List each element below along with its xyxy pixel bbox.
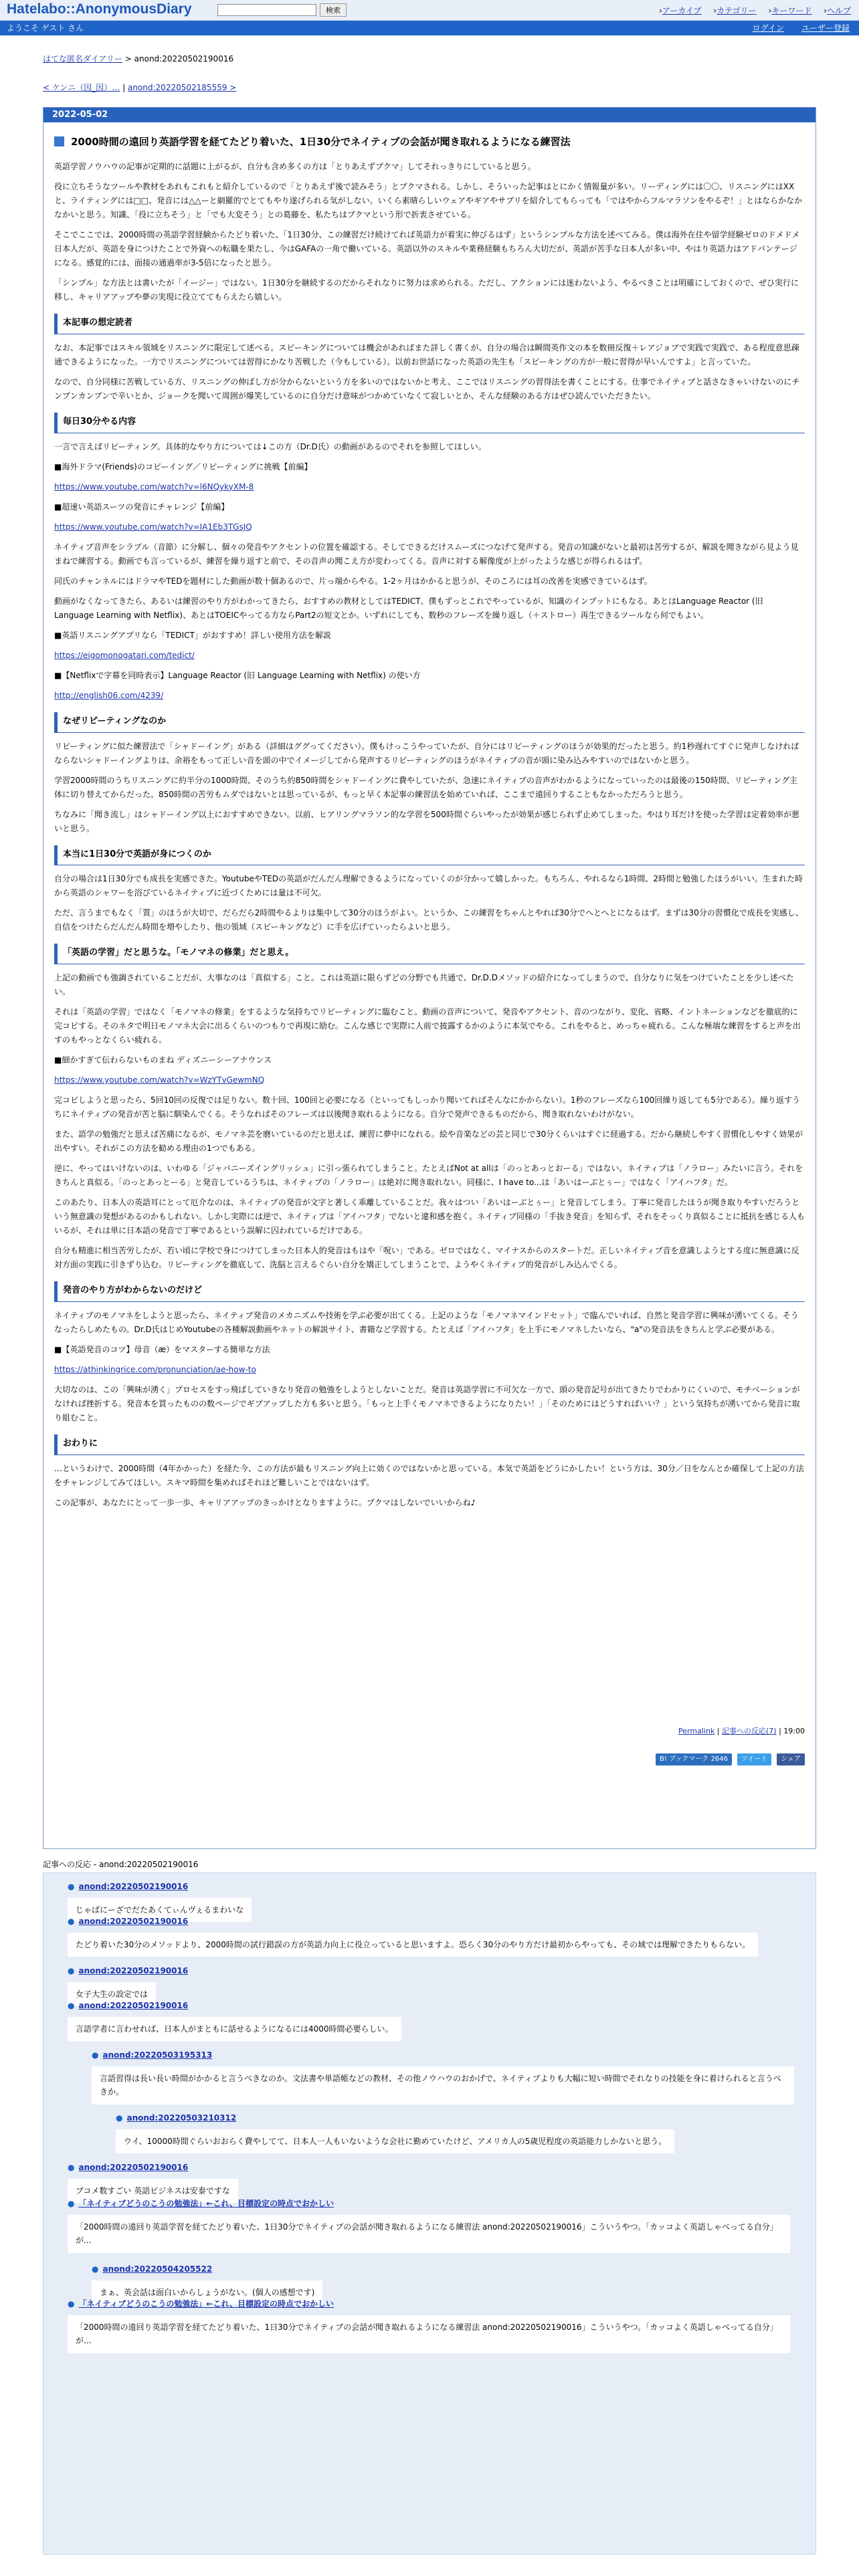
greeting: ようこそ ゲスト さん	[7, 23, 84, 33]
external-link[interactable]: http://english06.com/4239/	[54, 690, 164, 700]
link-paragraph	[54, 649, 805, 663]
paragraph: 大切なのは、この「興味が湧く」プロセスをすっ飛ばしていきなり発音の勉強をしようとしないことだ。発音は英語学習に不可欠な一方で、頭の発音記号が出てきたりでわかりにくいので、モチベーションがなければ挫折する。発音本を買ったものの数ページでギブアップした方も多いと思う。「もっと上手くモノマネできるようになりたい！」「そのためにはどうすればいい？」という気持ちが湧いてから発音に取り組むこと。	[54, 1384, 800, 1422]
section-heading: 毎日30分やる内容	[54, 413, 805, 433]
reaction-excerpt: 言語習得は長い長い時間がかかると言うべきなのか。文法書や単語帳などの教材、その他ノウハウのおかげで、ネイティブよりも大幅に短い時間でそれなりの技能を身に着けられると言うべきか。	[92, 2066, 794, 2105]
reaction-link[interactable]: anond:20220502190016	[78, 1882, 189, 1891]
refs-header: 記事への反応 - anond:20220502190016	[43, 1860, 199, 1869]
reaction-link[interactable]: anond:20220504205522	[102, 2264, 213, 2274]
paragraph: リピーティングに似た練習法で「シャドーイング」がある（詳細はググってください）。僕もけっこうやっていたが、自分にはリピーティングのほうが効果的だったと思う。約1秒遅れてすぐに発声しなければならないシャドーイングよりは、余裕をもって正しい音を頭の中でイメージしてから発声するリピーティングのほうがネイティブの音が頭に染み込みやすいのではないかと思う。	[54, 741, 799, 765]
paragraph: 上記の動画でも強調されていることだが、大事なのは「真似する」こと。これは英語に限らずどの分野でも共通で、Dr.D.Dメソッドの紹介になってしまうので、自分なりに気をつけていたことを少し述べたい。	[54, 973, 794, 996]
reaction-excerpt: まぁ、英会話は面白いからしょうがない。(個人の感想です)	[92, 2280, 322, 2304]
reaction-excerpt: ブコメ数すごい 英語ビジネスは安泰ですな	[68, 2179, 238, 2203]
reaction-excerpt: 「2000時間の遠回り英語学習を経てたどり着いた、1日30分でネイティブの会話が聞き取れるようになる練習法 anond:20220502190016」こういうやつ。「カッコよく英語しゃべってる自分」が...	[68, 2215, 790, 2253]
chevron-icon: ›	[824, 6, 827, 15]
paragraph: ■超速い英語スーツの発音にチャレンジ【前編】	[54, 502, 229, 512]
paragraph: ■海外ドラマ(Friends)のコピーイング／リピーティングに挑戦【前編】	[54, 461, 312, 471]
paragraph: 「シンプル」な方法とは書いたが「イージー」ではない。1日30分を継続するのだからそれなりに努力は求められる。ただし、アクションには迷わないよう、やるべきことは明確にしておくので、ぜひ実行に移し、キャリアアップや夢の実現に役立ててもらえたら嬉しい。	[54, 278, 799, 302]
reaction-excerpt: たどり着いた30分のメソッドより、2000時間の試行錯誤の方が英語力向上に役立っていると思いますよ。恐らく30分のやり方だけ最初からやっても、その域では理解できたりもらない。	[68, 1933, 758, 1957]
nav-keyword[interactable]: ›キーワード	[768, 6, 812, 15]
login-link[interactable]: ログイン	[752, 23, 784, 33]
article-title: 2000時間の遠回り英語学習を経てたどり着いた、1日30分でネイティブの会話が聞き取れるようになる練習法	[54, 133, 805, 150]
entry-time: | 19:00	[779, 1727, 805, 1735]
bullet-icon: ●	[68, 1917, 75, 1926]
paragraph: 動画がなくなってきたら、あるいは練習のやり方がわかってきたら、おすすめの教材としてはTEDICT。僕もずっとこれでやっているが、知識のインプットにもなる。あとはLanguage Reactor (旧 Language Learning with Netflix)、あとはTOEICやってる方ならPart2の短文とか。いずれにしても、数秒のフレーズを繰り返し（＋ストロー）再生できるツールなら何でもよい。	[54, 596, 763, 620]
nav-help[interactable]: ›ヘルプ	[824, 6, 851, 15]
paragraph: また、語学の勉強だと思えば苦痛になるが、モノマネ芸を磨いているのだと思えば、練習に夢中になれる。絵や音楽などの芸と同じで30分くらいはすぐに経過する。だから継続しやすく習慣化しやすく効果が出やすい。それがこの方法を勧める理由の1つでもある。	[54, 1130, 803, 1153]
register-link[interactable]: ユーザー登録	[801, 23, 850, 33]
reaction-excerpt: じゃばにーざでだたあくてぃんヴぇるまわいな	[68, 1898, 252, 1922]
bullet-icon: ●	[92, 2050, 99, 2060]
reaction-item	[68, 1915, 797, 1957]
bullet-icon: ●	[68, 1882, 75, 1891]
paragraph: 完コピしようと思ったら、5回10回の反復では足りない。数十回、100回と必要になる（といってもしっかり聞いてればそんなにかからない）。1秒のフレーズなら100回繰り返しても5分である）。繰り返すうちにネイティブの発音が苦と脳に馴染んでくる。そうなればそのフレーズは以後聞き取れるようになる。自分で発声できるものだから、聞き取れないわけがない。	[54, 1095, 800, 1119]
user-bar	[0, 21, 859, 35]
reaction-excerpt: ウイ、10000時間ぐらいおおらく費やしてて、日本人一人もいないような会社に勤めていたけど、アメリカ人の5歳児程度の英語能力しかないと思う。	[116, 2129, 674, 2153]
title-marker-icon	[54, 136, 64, 146]
share-buttons	[653, 1751, 805, 1765]
paragraph: ただ、言うまでもなく「質」のほうが大切で、だらだら2時間やるよりは集中して30分のほうがよい。というか、この練習をちゃんとやれば30分でへとへとになるはず。まずは30分の習慣化で成長を実感し、自信をつけたらだんだん時間を増やしたり、他の領域（スピーキングなど）に手を広げていったらよいと思う。	[54, 908, 803, 932]
chevron-icon: ›	[713, 6, 717, 15]
nav-archive[interactable]: ›アーカイブ	[659, 6, 702, 15]
reaction-link[interactable]: anond:20220502190016	[78, 1917, 189, 1926]
tweet-button[interactable]: ツイート	[737, 1753, 772, 1765]
intro	[54, 160, 805, 304]
article	[43, 107, 816, 1849]
bullet-icon: ●	[68, 1966, 75, 1975]
section-heading: 本当に1日30分で英語が身につくのか	[54, 845, 805, 866]
breadcrumb	[43, 52, 233, 66]
paragraph: なので、自分同様に苦戦している方、リスニングの伸ばし方が分からないという方を多いのではないかと考え、ここではリスニングの習得法を書くことにする。仕事でネイティブと話さなきゃいけないのにチンプンカンプンで辛いとか、ジョークを聞いて周囲が爆笑しているのに自分だけ意味がつかめていなくて寂しいとか、そんな経験のある方はぜひ読んでいただきたい。	[54, 377, 800, 401]
breadcrumb-site[interactable]: はてな匿名ダイアリー	[43, 54, 122, 64]
paragraph: 自分も精進に相当苦労したが、若い頃に学校で身につけてしまった日本人的発音はもはや「呪い」である。ゼロではなく、マイナスからのスタートだ。正しいネイティブ音を意識しようとする度に無意識に反対方面の実践に引きずり込む。リピーティングを徹底して、洗脳と言えるぐらい自分を矯正してしまうことで、ようやくネイティブ的発音がしみ込んでくる。	[54, 1246, 799, 1269]
bullet-icon: ●	[68, 2001, 75, 2010]
reactions-list	[43, 1872, 816, 2555]
external-link[interactable]: https://www.youtube.com/watch?v=WzYTvGewmNQ	[54, 1075, 265, 1085]
paragraph: 一言で言えばリピーティング。具体的なやり方については↓この方（Dr.D氏）の動画があるのでそれを参照してほしい。	[54, 441, 486, 451]
link-paragraph	[54, 1073, 805, 1087]
reaction-item	[116, 2111, 797, 2153]
section-heading: おわりに	[54, 1434, 805, 1455]
site-logo[interactable]: Hatelabo::AnonymousDiary	[7, 1, 192, 17]
facebook-share-button[interactable]: シェア	[777, 1753, 805, 1765]
permalink[interactable]: Permalink	[678, 1727, 715, 1735]
link-paragraph	[54, 520, 805, 534]
section-heading: なぜリピーティングなのか	[54, 712, 805, 733]
reaction-link[interactable]: anond:20220502190016	[78, 2163, 189, 2172]
bullet-icon: ●	[92, 2264, 99, 2274]
reaction-link[interactable]: anond:20220502190016	[78, 2001, 189, 2010]
bullet-icon: ●	[68, 2163, 75, 2172]
reaction-link[interactable]: 「ネイティブどうのこうの勉強法」←これ、目標設定の時点でおかしい	[78, 2299, 335, 2309]
reaction-link[interactable]: 「ネイティブどうのこうの勉強法」←これ、目標設定の時点でおかしい	[78, 2199, 335, 2208]
paragraph: 役に立ちそうなツールや教材をあれもこれもと紹介しているので「とりあえず後で読みそう」とブクマされる。しかし、そういった記事はとにかく情報量が多い。リーディングには〇〇、リスニングにはXXと、ライティングには□□、発音には△△ーと網羅的でとてもやり遂げられる気がしない。いくら素晴らしいウェアやギアやサプリを紹介してもらっても「ではやからフルマラソンをやるぞ！」とはならかなかなかいと思う。知識、「役に立ちそう」と「でも大変そう」との葛藤を、私たちはブクマという形で折衷させている。	[54, 182, 803, 220]
reaction-item	[68, 1999, 797, 2041]
paragraph: それは「英語の学習」ではなく「モノマネの修業」をするような気持ちでリピーティングに臨むこと。動画の音声について、発音やアクセント、音のつながり、変化、省略、イントネーションなどを徹底的に完コピする。そのネタで明日モノマネ大会に出るくらいのつもりで再現に励む。こんな感じで実際に人前で披露するかのように本気でやる。これをやると、めっちゃ疲れる。こんな極端な練習をすると声を出すのもやっとなくらい疲れる。	[54, 1007, 801, 1045]
global-nav	[650, 4, 851, 18]
paragraph: ネイティブ音声をシラブル（音節）に分解し、個々の発音やアクセントの位置を確認する。そしてできるだけスムーズにつなげて発声する。発音の知識がないと最初は苦労するが、解説を聞きながら見よう見まねで練習する。動画でも言っているが、練習を繰り返すと前で、その音声の聞こえ方が変わってくる。音声に対する解像度が上がったような感じが得られるはず。	[54, 542, 799, 566]
page-nav: < ケンニ（因_因）… | anond:20220502185559 >	[43, 83, 237, 92]
prev-entry-link[interactable]: < ケンニ（因_因）…	[43, 83, 120, 92]
paragraph: 逆に、やってはいけないのは、いわゆる「ジャパニーズイングリッシュ」に引っ張られてしまうこと。たとえばNot at allは「のっとあっとおーる」ではない。ネイティブは「ノラロー」みたいに言う。それをきちんと真似る。「のっとあっとーる」と発音しているうちは、ネイティブの「ノラロー」は絶対に聞き取れない。同様に、I have to...は「あいはーぶとぅー」ではなく「アイハフタ」だ。	[54, 1164, 803, 1187]
paragraph: ちなみに「聞き流し」はシャドーイング以上におすすめできない。以前、ヒアリングマラソン的な学習を500時間ぐらいやったが効果が感じられず止めてしまった。やはり耳だけを使った学習は定着効率が悪いと思う。	[54, 809, 799, 833]
reaction-link[interactable]: anond:20220502190016	[78, 1966, 189, 1975]
paragraph: ■【Netflixで字幕を同時表示】Language Reactor (旧 Language Learning with Netflix) の使い方	[54, 670, 421, 680]
date-bar: 2022-05-02	[43, 108, 816, 122]
reaction-excerpt: 「2000時間の遠回り英語学習を経てたどり着いた、1日30分でネイティブの会話が聞き取れるようになる練習法 anond:20220502190016」こういうやつ。「カッコよく英語しゃべってる自分」が...	[68, 2315, 790, 2353]
paragraph: 自分の場合は1日30分でも成長を実感できた。YoutubeやTEDの英語がだんだん理解できるようになっていくのが分かって嬉しかった。もちろん、やれるなら1時間、2時間と勉強したほうがいい。生まれた時から英語のシャワーを浴びているネイティブに近づくためには量は不可欠。	[54, 874, 803, 898]
bullet-icon: ●	[68, 2199, 75, 2208]
section-heading: 発音のやり方がわからないのだけど	[54, 1281, 805, 1302]
article-body	[43, 122, 816, 1510]
reaction-item	[92, 2048, 797, 2105]
link-paragraph	[54, 689, 805, 703]
site-header	[0, 0, 859, 21]
external-link[interactable]: https://www.youtube.com/watch?v=IA1Eb3TGsJQ	[54, 522, 252, 532]
entry-footer: Permalink | 記事への反応(7) | 19:00	[678, 1727, 805, 1735]
bullet-icon: ●	[116, 2113, 123, 2123]
paragraph: 学習2000時間のうちリスニングに約半分の1000時間、そのうち約850時間をシャドーイングに費やしていたが、急速にネイティブの音声がわかるようになっていったのは最後の150時間、リピーティング主体に切り替えてからだった。850時間の苦労もムダではないとは思っているが、もっと早く本記事の練習法を始めていれば、ここまで遠回りすることもなかっただろうと思う。	[54, 775, 798, 799]
paragraph: …というわけで、2000時間（4年かかった）を経た今、この方法が最もリスニング向上に効くのではないかと思っている。本気で英語をどうにかしたい！という方は、30分／日をなんとか確保して上記の方法をチャレンジしてみてほしい。スキマ時間を集めればそれほど難しいことではないはず。	[54, 1463, 804, 1487]
reaction-item	[68, 2197, 797, 2253]
section-heading: 本記事の想定読者	[54, 314, 805, 334]
link-paragraph	[54, 1363, 805, 1377]
next-entry-link[interactable]: anond:20220502185559 >	[127, 83, 237, 92]
reaction-excerpt: 言語学者に言わせれば、日本人がまともに話せるようになるには4000時間必要らしい。	[68, 2017, 401, 2041]
section-heading: 「英語の学習」だと思うな。「モノマネの修業」だと思え。	[54, 944, 805, 964]
bullet-icon: ●	[68, 2299, 75, 2309]
chevron-icon: ›	[659, 6, 662, 15]
reaction-excerpt: 女子大生の設定では	[68, 1982, 156, 2006]
paragraph: なお、本記事ではスキル領域をリスニングに限定して述べる。スピーキングについては機会があればまた詳しく書くが、自分の場合は瞬間英作文の本を数冊反復＋レアジョブで実践で実践で、ある程度意思疎通できるようになった。一方でリスニングについては習得にかなり苦戦した（今もしている）。以前お世話になった英語の先生も「スピーキングの方が一般に習得が早いんですよ」と言っていた。	[54, 343, 799, 366]
search-input[interactable]	[217, 4, 316, 16]
reaction-item	[68, 2297, 797, 2353]
link-paragraph	[54, 480, 805, 494]
external-link[interactable]: https://eigomonogatari.com/tedict/	[54, 650, 195, 660]
hatena-bookmark-button[interactable]: B! ブックマーク 2646	[656, 1753, 732, 1765]
paragraph: 英語学習ノウハウの記事が定期的に話題に上がるが、自分も含め多くの方は「とりあえずブクマ」してそれっきりにしていると思う。	[54, 162, 536, 172]
reaction-link[interactable]: anond:20220503210312	[126, 2113, 237, 2123]
search-button[interactable]: 検索	[320, 3, 347, 17]
paragraph: ■【英語発音のコツ】母音（æ）をマスターする簡単な方法	[54, 1344, 270, 1354]
paragraph: ■細かすぎて伝わらないものまね ディズニーシーアナウンス	[54, 1055, 272, 1065]
external-link[interactable]: https://athinkingrice.com/pronunciation/ae-how-to	[54, 1364, 256, 1374]
paragraph: ■英語リスニングアプリなら「TEDICT」がおすすめ！詳しい使用方法を解説	[54, 630, 331, 640]
chevron-icon: ›	[768, 6, 772, 15]
external-link[interactable]: https://www.youtube.com/watch?v=l6NQykyXM-8	[54, 481, 254, 492]
refs-link[interactable]: 記事への反応(7)	[722, 1727, 777, 1735]
breadcrumb-sep: >	[124, 54, 132, 64]
breadcrumb-current: anond:20220502190016	[134, 54, 234, 64]
paragraph: そこでここでは、2000時間の英語学習経験からたどり着いた、「1日30分、この練習だけ続けてれば英語力が着実に伸びるはず」というシンプルな方法を述べてみる。僕は海外在住や留学経験ゼロのドメドメ日本人だが、英語を身につけたことで外資への転職を果たし、今はGAFAの一角で働いている。英語以外のスキルや業務経験もちろん大切だが、英語が苦手な日本人が多い中、やはり英語力はアドバンテージになる。感覚的には、面接の通過率が3-5倍になったと思う。	[54, 230, 800, 268]
paragraph: ネイティブのモノマネをしようと思ったら、ネイティブ発音のメカニズムや技術を学ぶ必要が出てくる。上記のような「モノマネマインドセット」で臨んでいれば、自然と発音学習に興味が湧いてくる。そうなったらしめたもの。Dr.D氏はじめYoutubeの各種解説動画やネットの解説サイト、書籍など学習する。たとえば「アイハフタ」を上手にモノマネしたいなら、"a"の発音法をきちんと学ぶ必要がある。	[54, 1310, 799, 1334]
sections	[54, 314, 805, 1509]
paragraph: このあたり、日本人の英語耳にとって厄介なのは、ネイティブの発音が文字と著しく乖離していることだ。我々はつい「あいはーぶとぅー」と発音してしまう。丁寧に発音したほうが聞き取りやすいだろうという無意識の発想があるのかもしれない。しかし実際には逆で、ネイティブは「アイハフタ」でないと違和感を抱く。ネイティブ同様の「手抜き発音」を知らず、それをそっくり真似ることに抵抗を感じる人もいるが、それは単に日本語の発音で丁寧であるという誤解に囚われているだけである。	[54, 1198, 805, 1235]
paragraph: この記事が、あなたにとって一歩一歩、キャリアアップのきっかけとなりますように。ブクマはしないでいいからね♪	[54, 1497, 476, 1507]
paragraph: 同氏のチャンネルにはドラマやTEDを題材にした動画が数十個あるので、片っ端からやる。1-2ヶ月はかかると思うが、そのころには耳の改善を実感できているはず。	[54, 576, 652, 586]
nav-category[interactable]: ›カテゴリー	[713, 6, 757, 15]
reaction-link[interactable]: anond:20220503195313	[102, 2050, 213, 2060]
